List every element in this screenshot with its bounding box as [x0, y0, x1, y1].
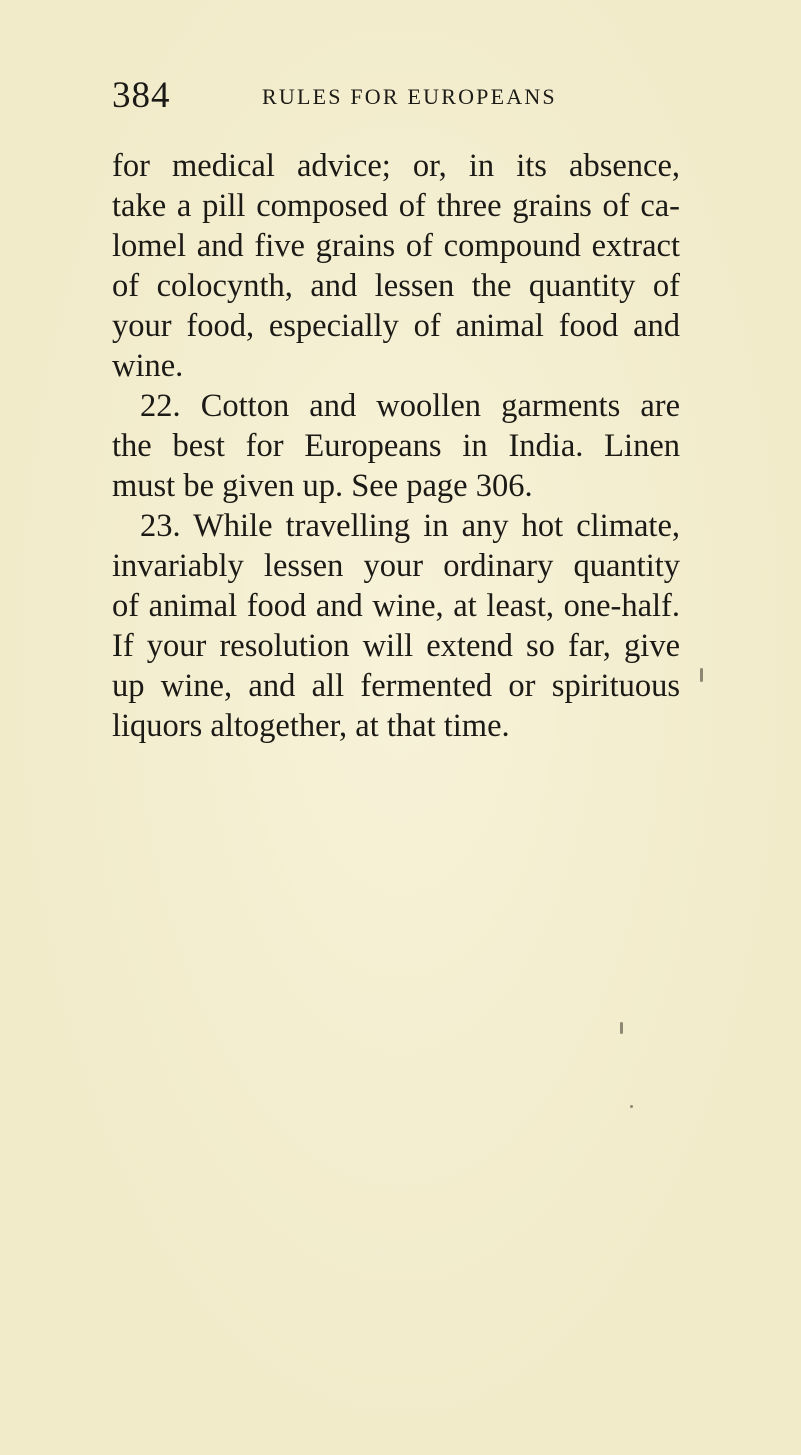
text-line: of animal food and wine, at least, one-half. — [112, 588, 680, 624]
running-head — [112, 76, 672, 116]
paper-speck — [630, 1105, 633, 1108]
paragraph-22-start: 22. Cotton and woollen garments are — [140, 388, 680, 424]
running-title: RULES FOR EUROPEANS — [262, 84, 557, 109]
paper-speck — [700, 668, 703, 682]
paragraph-23-start: 23. While travelling in any hot climate, — [140, 508, 680, 544]
text-line: must be given up. See page 306. — [112, 468, 533, 504]
text-line: wine. — [112, 348, 184, 384]
text-line: lomel and five grains of compound extract — [112, 228, 680, 264]
text-line: up wine, and all fermented or spirituous — [112, 668, 680, 704]
text-line: take a pill composed of three grains of ca- — [112, 188, 680, 224]
text-line: If your resolution will extend so far, give — [112, 628, 680, 664]
page-number: 384 — [112, 75, 171, 116]
text-line: your food, especially of animal food and — [112, 308, 680, 344]
text-line: liquors altogether, at that time. — [112, 708, 510, 744]
text-line: the best for Europeans in India. Linen — [112, 428, 680, 464]
text-line: of colocynth, and lessen the quantity of — [112, 268, 680, 304]
body-text — [112, 146, 680, 746]
text-line: for medical advice; or, in its absence, — [112, 148, 680, 184]
paper-speck — [620, 1022, 623, 1034]
text-line: invariably lessen your ordinary quantity — [112, 548, 680, 584]
